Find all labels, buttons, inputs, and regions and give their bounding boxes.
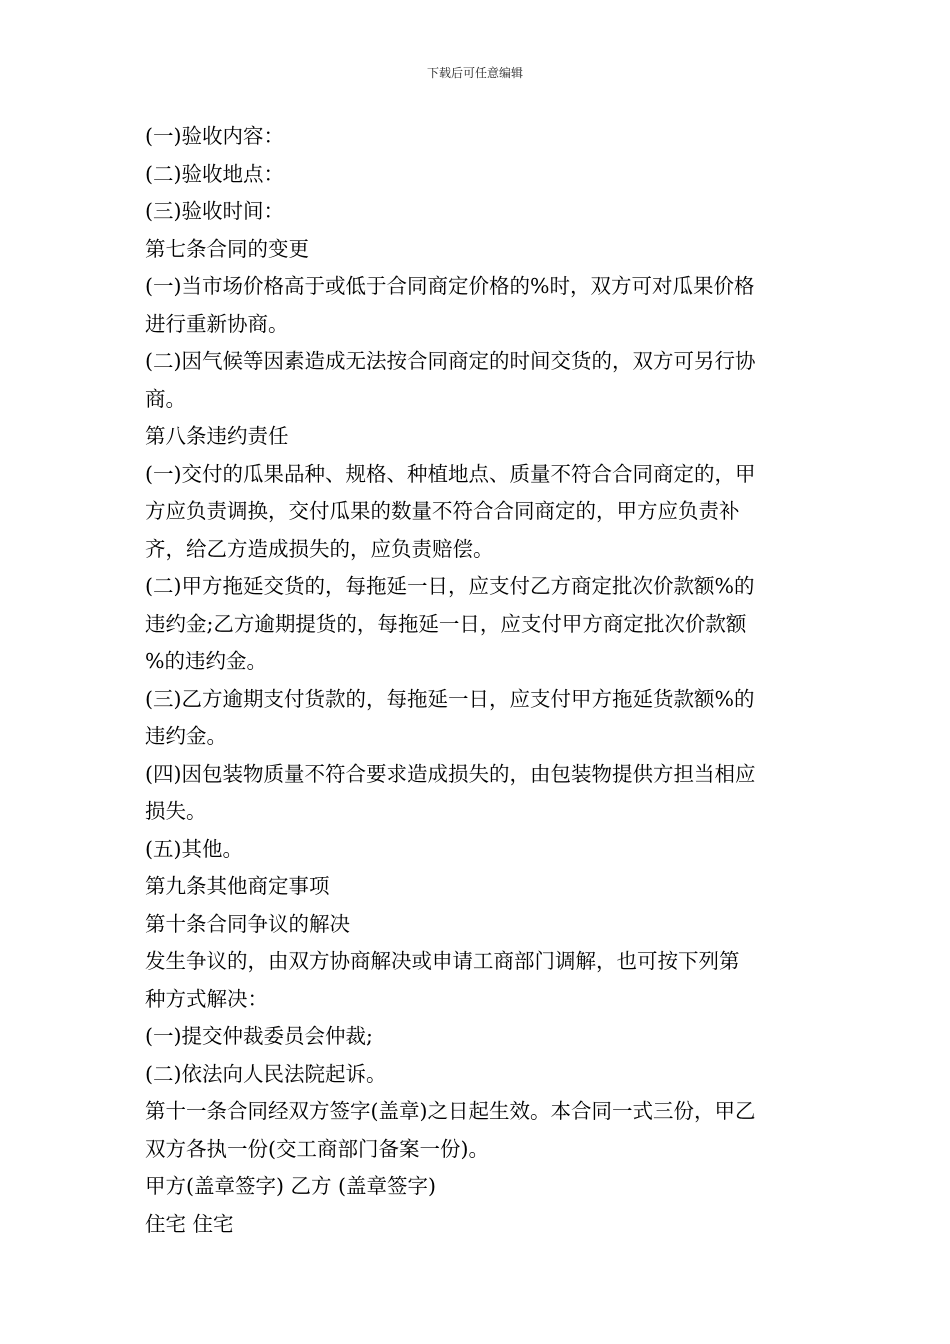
article-8-heading: 第八条违约责任 xyxy=(145,424,289,448)
article-8-item-4-line-1: (四)因包装物质量不符合要求造成损失的，由包装物提供方担当相应 xyxy=(145,761,756,786)
residence-line: 住宅 住宅 xyxy=(145,1211,234,1236)
article-10-option-2: (二)依法向人民法院起诉。 xyxy=(145,1061,387,1086)
article-8-item-1-line-1: (一)交付的瓜果品种、规格、种植地点、质量不符合合同商定的，甲 xyxy=(145,461,756,486)
acceptance-location-line: (二)验收地点： xyxy=(145,161,284,186)
article-7-item-1-line-1: (一)当市场价格高于或低于合同商定价格的%时，双方可对瓜果价格 xyxy=(145,274,755,298)
acceptance-time-line: (三)验收时间： xyxy=(145,199,284,223)
article-8-item-2-line-1: (二)甲方拖延交货的，每拖延一日，应支付乙方商定批次价款额%的 xyxy=(145,574,755,598)
article-10-heading: 第十条合同争议的解决 xyxy=(145,911,350,936)
article-7-item-2-line-2: 商。 xyxy=(145,386,186,411)
article-7-item-1-line-2: 进行重新协商。 xyxy=(145,311,289,336)
page-header: 下载后可任意编辑 xyxy=(426,66,523,80)
article-8-item-1-line-2: 方应负责调换，交付瓜果的数量不符合合同商定的，甲方应负责补 xyxy=(145,499,740,523)
article-7-heading: 第七条合同的变更 xyxy=(145,236,309,261)
article-10-text-line-1: 发生争议的，由双方协商解决或申请工商部门调解，也可按下列第 xyxy=(145,949,740,973)
article-8-item-4-line-2: 损失。 xyxy=(145,799,207,823)
article-9-heading: 第九条其他商定事项 xyxy=(145,874,330,898)
article-8-item-3-line-1: (三)乙方逾期支付货款的，每拖延一日，应支付甲方拖延货款额%的 xyxy=(145,686,755,711)
article-7-item-2-line-1: (二)因气候等因素造成无法按合同商定的时间交货的，双方可另行协 xyxy=(145,349,756,373)
article-11-line-1: 第十一条合同经双方签字(盖章)之日起生效。本合同一式三份，甲乙 xyxy=(145,1099,756,1123)
article-8-item-5: (五)其他。 xyxy=(145,836,243,861)
article-8-item-3-line-2: 违约金。 xyxy=(145,724,227,748)
signature-line: 甲方(盖章签字) 乙方 (盖章签字) xyxy=(145,1174,437,1198)
document-body xyxy=(145,118,810,1243)
article-8-item-2-line-2: 违约金;乙方逾期提货的，每拖延一日，应支付甲方商定批次价款额 xyxy=(145,611,747,636)
article-10-text-line-2: 种方式解决： xyxy=(145,986,268,1011)
article-11-line-2: 双方各执一份(交工商部门备案一份)。 xyxy=(145,1136,489,1161)
article-10-option-1: (一)提交仲裁委员会仲裁; xyxy=(145,1024,373,1048)
article-8-item-2-line-3: %的违约金。 xyxy=(145,649,267,673)
article-8-item-1-line-3: 齐，给乙方造成损失的，应负责赔偿。 xyxy=(145,536,494,561)
acceptance-content-line: (一)验收内容： xyxy=(145,124,284,148)
